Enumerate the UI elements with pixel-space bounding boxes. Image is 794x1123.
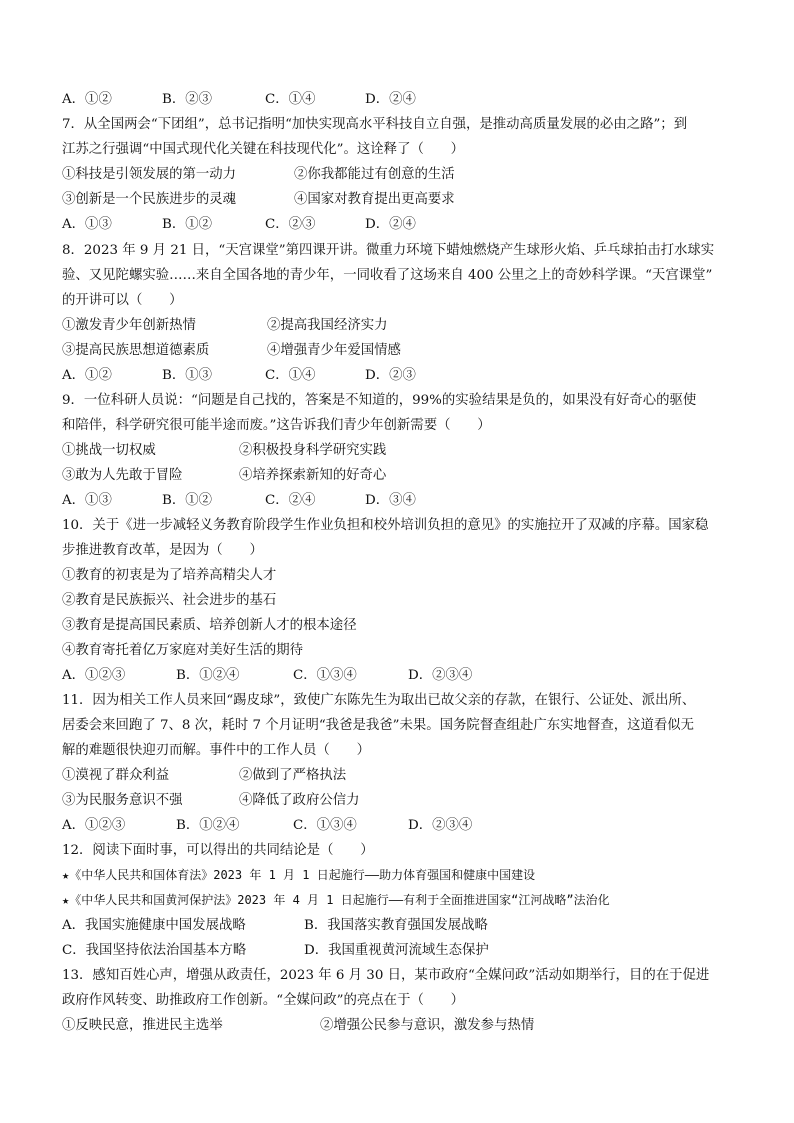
q13-stem-line-2: 政府作风转变、助推政府工作创新。“全媒问政”的亮点在于（ ） — [62, 993, 465, 1008]
q12-stem: 12．阅读下面时事，可以得出的共同结论是（ ） — [62, 843, 374, 858]
q10-item-2: ②教育是民族振兴、社会进步的基石 — [62, 593, 277, 608]
q10-stem-line-2: 步推进教育改革，是因为（ ） — [62, 543, 263, 558]
option-b: B．①② — [162, 217, 213, 232]
q9-stem-line-2: 和陪伴，科学研究很可能半途而废。”这告诉我们青少年创新需要（ ） — [62, 418, 491, 433]
q8-item-2: ②提高我国经济实力 — [267, 318, 388, 333]
q13-item-2: ②增强公民参与意识，激发参与热情 — [320, 1018, 535, 1033]
option-b: B．①② — [162, 493, 213, 508]
q9-stem-line-1: 9．一位科研人员说：“问题是自己找的，答案是不知道的，99%的实验结果是负的，如果没有好奇心的驱使 — [62, 393, 697, 408]
option-a: A．①② — [62, 92, 112, 107]
option-a: A．①②③ — [62, 668, 126, 683]
q8-item-4: ④增强青少年爱国情感 — [267, 343, 401, 358]
q7-item-2: ②你我都能过有创意的生活 — [294, 167, 455, 182]
q9-item-3: ③敢为人先敢于冒险 — [62, 468, 183, 483]
q8-stem-line-3: 的开讲可以（ ） — [62, 293, 183, 308]
q7-item-3: ③创新是一个民族进步的灵魂 — [62, 192, 237, 207]
option-b: B．①③ — [162, 368, 213, 383]
q11-item-3: ③为民服务意识不强 — [62, 793, 183, 808]
option-a: A．①② — [62, 368, 112, 383]
option-c: C．①④ — [265, 368, 316, 383]
option-c: C．②④ — [265, 493, 316, 508]
option-c: C．②③ — [265, 217, 316, 232]
q7-stem-line-1: 7．从全国两会“下团组”，总书记指明“加快实现高水平科技自立自强，是推动高质量发展的必由之路”；到 — [62, 117, 688, 132]
option-b: B．①②④ — [176, 668, 240, 683]
option-a: A．我国实施健康中国发展战略 — [62, 918, 246, 933]
q11-stem-line-1: 11．因为相关工作人员来回“踢皮球”，致使广东陈先生为取出已故父亲的存款，在银行、公证处、派出所、 — [62, 693, 696, 708]
option-d: D．②④ — [365, 217, 416, 232]
option-b: B．②③ — [162, 92, 213, 107]
q13-item-1: ①反映民意，推进民主选举 — [62, 1018, 223, 1033]
q9-item-4: ④培养探索新知的好奇心 — [239, 468, 387, 483]
q8-stem-line-1: 8．2023 年 9 月 21 日，“天宫课堂”第四课开讲。微重力环境下蜡烛燃烧产生球形火焰、乒乓球拍击打水球实 — [62, 243, 715, 258]
option-d: D．②③④ — [408, 818, 473, 833]
option-a: A．①②③ — [62, 818, 126, 833]
option-d: D．②③④ — [408, 668, 473, 683]
option-d: D．③④ — [365, 493, 416, 508]
q9-item-2: ②积极投身科学研究实践 — [239, 443, 387, 458]
q11-item-1: ①漠视了群众利益 — [62, 768, 170, 783]
q11-item-2: ②做到了严格执法 — [239, 768, 347, 783]
q9-item-1: ①挑战一切权威 — [62, 443, 156, 458]
option-d: D．②③ — [365, 368, 416, 383]
q11-item-4: ④降低了政府公信力 — [239, 793, 360, 808]
q12-news-2: ★《中华人民共和国黄河保护法》2023 年 4 月 1 日起施行——有利于全面推进国家“江河战略”法治化 — [62, 893, 610, 907]
q7-item-4: ④国家对教育提出更高要求 — [294, 192, 455, 207]
q12-news-1: ★《中华人民共和国体育法》2023 年 1 月 1 日起施行——助力体育强国和健康中国建设 — [62, 868, 536, 882]
q10-item-3: ③教育是提高国民素质、培养创新人才的根本途径 — [62, 618, 357, 633]
option-a: A．①③ — [62, 217, 112, 232]
q11-stem-line-3: 解的难题很快迎刃而解。事件中的工作人员（ ） — [62, 743, 370, 758]
q10-item-1: ①教育的初衷是为了培养高精尖人才 — [62, 568, 277, 583]
q11-stem-line-2: 居委会来回跑了 7、8 次，耗时 7 个月证明“我爸是我爸”未果。国务院督查组赴广东实地督查，这道看似无 — [62, 718, 695, 733]
option-d: D．②④ — [365, 92, 416, 107]
option-c: C．①③④ — [293, 668, 357, 683]
option-c: C．我国坚持依法治国基本方略 — [62, 943, 247, 958]
option-c: C．①③④ — [293, 818, 357, 833]
q8-item-1: ①激发青少年创新热情 — [62, 318, 196, 333]
option-a: A．①③ — [62, 493, 112, 508]
q7-stem-line-2: 江苏之行强调“中国式现代化关键在科技现代化”。这诠释了（ ） — [62, 142, 465, 157]
q8-item-3: ③提高民族思想道德素质 — [62, 343, 210, 358]
option-c: C．①④ — [265, 92, 316, 107]
q7-item-1: ①科技是引领发展的第一动力 — [62, 167, 237, 182]
q13-stem-line-1: 13．感知百姓心声，增强从政责任，2023 年 6 月 30 日，某市政府“全媒问政”活动如期举行，目的在于促进 — [62, 968, 710, 983]
option-b: B．①②④ — [176, 818, 240, 833]
q10-item-4: ④教育寄托着亿万家庭对美好生活的期待 — [62, 643, 304, 658]
option-d: D．我国重视黄河流域生态保护 — [304, 943, 489, 958]
option-b: B．我国落实教育强国发展战略 — [304, 918, 488, 933]
q10-stem-line-1: 10．关于《进一步减轻义务教育阶段学生作业负担和校外培训负担的意见》的实施拉开了双减的序幕。国家稳 — [62, 518, 709, 533]
q8-stem-line-2: 验、又见陀螺实验……来自全国各地的青少年，一同收看了这场来自 400 公里之上的奇妙科学课。“天宫课堂” — [62, 268, 713, 283]
